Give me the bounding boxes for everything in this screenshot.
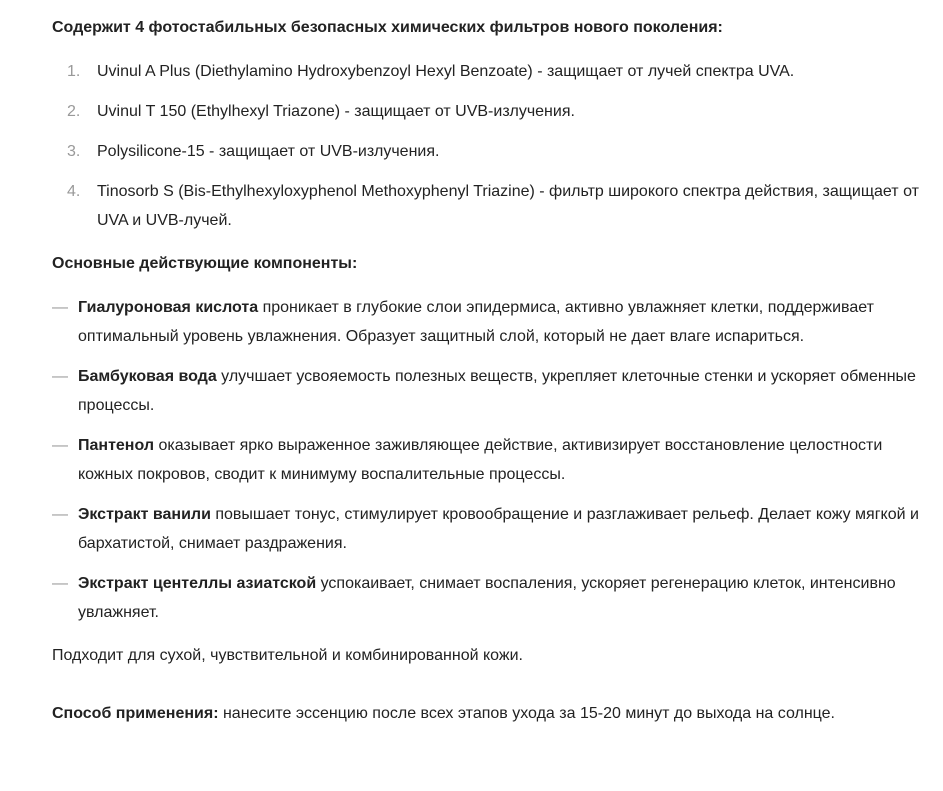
component-name: Экстракт центеллы азиатской [78, 575, 317, 592]
list-item-text: Uvinul A Plus (Diethylamino Hydroxybenzoyl Hexyl Benzoate) - защищает от лучей спектра UVA. [97, 63, 795, 80]
component-description: успокаивает, снимает воспаления, ускоряет регенерацию клеток, интенсивно увлажняет. [78, 575, 896, 621]
list-item [52, 57, 922, 86]
component-name: Бамбуковая вода [78, 368, 217, 385]
list-item [52, 569, 922, 627]
list-item [52, 362, 922, 420]
list-number: 3. [67, 143, 81, 160]
component-description: проникает в глубокие слои эпидермиса, активно увлажняет клетки, поддерживает оптимальный уровень увлажнения. Образует защитный слой, который не дает влаге испариться. [78, 299, 874, 345]
list-item-text: Polysilicone-15 - защищает от UVB-излучения. [97, 143, 440, 160]
usage-paragraph [52, 699, 922, 728]
dash-marker: — [52, 299, 68, 316]
dash-marker: — [52, 506, 68, 523]
dash-marker: — [52, 575, 68, 592]
list-item [52, 431, 922, 489]
list-number: 2. [67, 103, 81, 120]
list-item [52, 137, 922, 166]
component-name: Пантенол [78, 437, 154, 454]
component-description: оказывает ярко выраженное заживляющее действие, активизирует восстановление целостности кожных покровов, сводит к минимуму воспалительные процессы. [78, 437, 883, 483]
list-number: 4. [67, 183, 81, 200]
list-item [52, 500, 922, 558]
list-item-text: Uvinul T 150 (Ethylhexyl Triazone) - защищает от UVB-излучения. [97, 103, 575, 120]
list-item-text: Tinosorb S (Bis-Ethylhexyloxyphenol Methoxyphenyl Triazine) - фильтр широкого спектра действия, защищает от UVA и UVB-лучей. [97, 183, 919, 229]
list-item [52, 293, 922, 351]
skin-type-text: Подходит для сухой, чувствительной и комбинированной кожи. [52, 647, 523, 664]
usage-label: Способ применения: [52, 705, 219, 722]
components-heading: Основные действующие компоненты: [52, 255, 358, 272]
components-list [52, 293, 922, 627]
dash-marker: — [52, 368, 68, 385]
component-name: Экстракт ванили [78, 506, 211, 523]
filters-list [52, 57, 922, 235]
component-name: Гиалуроновая кислота [78, 299, 259, 316]
list-item [52, 177, 922, 235]
component-description: улучшает усвояемость полезных веществ, укрепляет клеточные стенки и ускоряет обменные процессы. [78, 368, 916, 414]
list-number: 1. [67, 63, 81, 80]
dash-marker: — [52, 437, 68, 454]
usage-text: нанесите эссенцию после всех этапов ухода за 15-20 минут до выхода на солнце. [218, 705, 835, 722]
list-item [52, 97, 922, 126]
component-description: повышает тонус, стимулирует кровообращение и разглаживает рельеф. Делает кожу мягкой и бархатистой, снимает раздражения. [78, 506, 919, 552]
filters-heading: Содержит 4 фотостабильных безопасных химических фильтров нового поколения: [52, 19, 723, 36]
